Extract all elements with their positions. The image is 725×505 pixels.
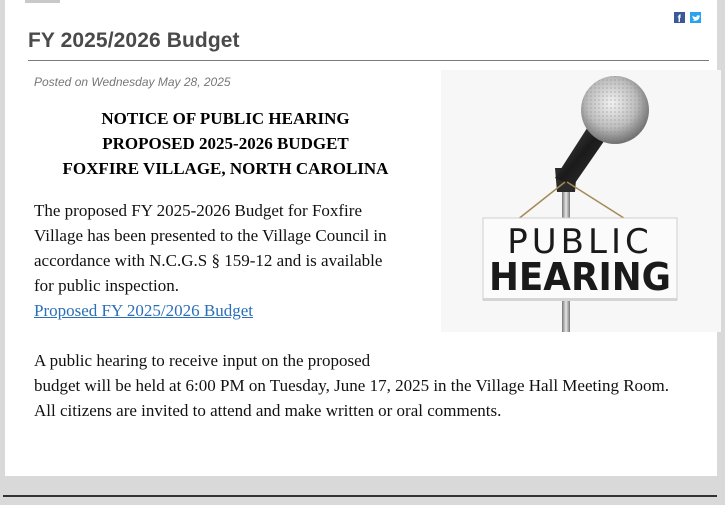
top-tab-decoration <box>25 0 60 3</box>
notice-heading-line-1: NOTICE OF PUBLIC HEARING <box>101 109 350 128</box>
notice-heading-line-3: FOXFIRE VILLAGE, NORTH CAROLINA <box>62 159 389 178</box>
svg-text:f: f <box>677 14 681 23</box>
intro-paragraph-line: The proposed FY 2025-2026 Budget for Foxfire <box>34 201 362 220</box>
notice-heading-line-2: PROPOSED 2025-2026 BUDGET <box>102 134 349 153</box>
hearing-paragraph-line: All citizens are invited to attend and make written or oral comments. <box>34 401 502 420</box>
facebook-icon[interactable] <box>674 12 685 23</box>
budget-document-link[interactable]: Proposed FY 2025/2026 Budget <box>34 301 253 320</box>
post-card <box>5 0 717 476</box>
sign-line-public: PUBLIC <box>507 222 653 262</box>
page-title: FY 2025/2026 Budget <box>28 29 240 52</box>
public-hearing-microphone-image <box>441 70 721 332</box>
posted-date: Posted on Wednesday May 28, 2025 <box>34 75 231 89</box>
bottom-divider <box>3 495 717 497</box>
twitter-icon[interactable] <box>690 12 701 23</box>
intro-paragraph-line: accordance with N.C.G.S § 159-12 and is available <box>34 251 383 270</box>
intro-paragraph-line: for public inspection. <box>34 276 179 295</box>
sign-line-hearing: HEARING <box>489 255 671 299</box>
hearing-paragraph-line: A public hearing to receive input on the proposed <box>34 351 371 370</box>
hearing-paragraph-line: budget will be held at 6:00 PM on Tuesday, June 17, 2025 in the Village Hall Meeting Room. <box>34 376 670 395</box>
title-divider <box>28 60 709 61</box>
intro-paragraph-line: Village has been presented to the Village Council in <box>34 226 387 245</box>
